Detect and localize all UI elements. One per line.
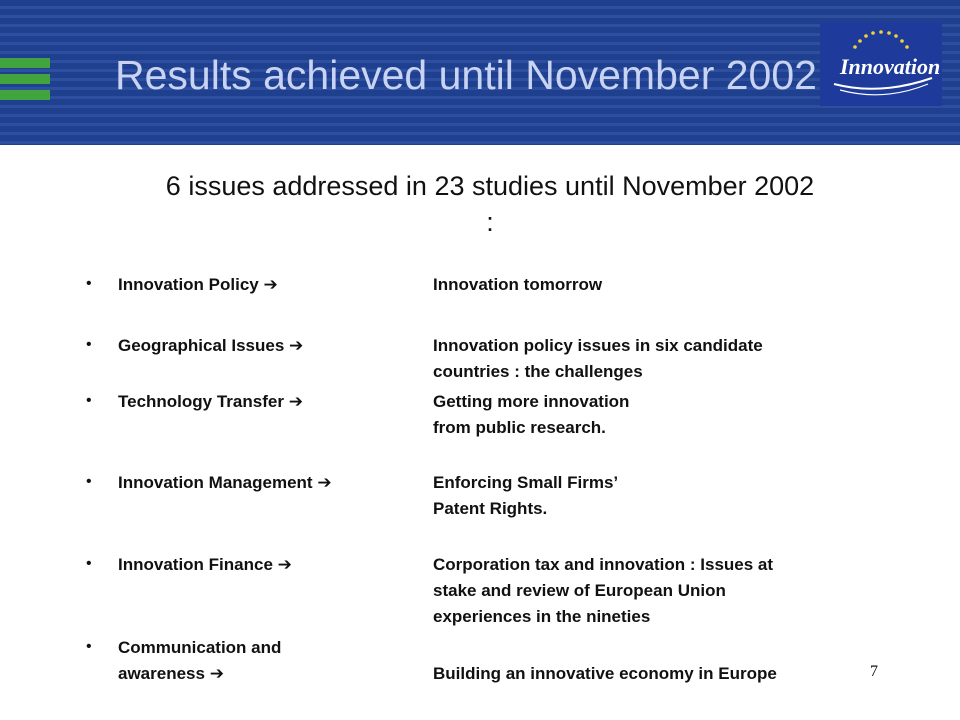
green-bar: [0, 58, 50, 68]
study-title-line: countries : the challenges: [433, 362, 643, 381]
green-bar: [0, 74, 50, 84]
logo-text: Innovation: [840, 54, 941, 79]
topic-label: [118, 470, 418, 496]
study-title: [433, 389, 893, 441]
arrow-right-icon: ➔: [209, 664, 224, 684]
study-title-line: Building an innovative economy in Europe: [433, 664, 777, 683]
list-item: [0, 389, 960, 437]
study-title: [433, 272, 893, 298]
arrow-right-icon: ➔: [263, 275, 278, 295]
innovation-logo-icon: [820, 22, 942, 106]
subtitle-line: :: [486, 207, 494, 237]
slide-title: Results achieved until November 2002: [115, 52, 817, 98]
topic-label: [118, 333, 418, 359]
topic-text: Innovation Policy: [118, 275, 259, 294]
list-item: [0, 272, 960, 295]
topic-text-line2: [118, 661, 418, 687]
study-title: [433, 333, 893, 385]
study-title: [433, 552, 893, 630]
green-accent-bars: [0, 58, 50, 106]
topic-text: Communication and: [118, 638, 282, 657]
study-title-line: Innovation policy issues in six candidate: [433, 336, 763, 355]
list-item: [0, 470, 960, 518]
study-title-line: Innovation tomorrow: [433, 275, 603, 294]
topic-text: awareness: [118, 664, 205, 683]
topic-label: [118, 552, 418, 578]
study-title-line: from public research.: [433, 418, 606, 437]
study-title: [433, 470, 893, 522]
topic-text: Technology Transfer: [118, 392, 284, 411]
arrow-right-icon: ➔: [277, 555, 292, 575]
study-title-line: Patent Rights.: [433, 499, 548, 518]
study-title-line: experiences in the nineties: [433, 607, 651, 626]
topic-label: [118, 635, 418, 687]
topic-text: Innovation Finance: [118, 555, 273, 574]
study-title-line: Corporation tax and innovation : Issues at: [433, 555, 774, 574]
topic-label: [118, 389, 418, 415]
slide-subtitle: [60, 168, 920, 240]
bullet: •: [86, 555, 92, 572]
arrow-right-icon: ➔: [317, 473, 332, 493]
bullet: •: [86, 473, 92, 490]
topic-label: [118, 272, 418, 298]
arrow-right-icon: ➔: [288, 392, 303, 412]
arrow-right-icon: ➔: [289, 336, 304, 356]
list-item: [0, 552, 960, 626]
list-item: [0, 333, 960, 381]
subtitle-line: 6 issues addressed in 23 studies until November 2002: [165, 171, 815, 201]
study-title-line: stake and review of European Union: [433, 581, 726, 600]
topic-text: Geographical Issues: [118, 336, 285, 355]
study-title-line: Getting more innovation: [433, 392, 630, 411]
innovation-logo: [820, 22, 942, 106]
study-title: [433, 661, 893, 687]
list-item: [0, 635, 960, 684]
page-number: 7: [870, 663, 878, 680]
bullet: •: [86, 275, 92, 292]
green-bar: [0, 90, 50, 100]
bullet: •: [86, 638, 92, 655]
study-title-line: Enforcing Small Firms’: [433, 473, 619, 492]
topic-text: Innovation Management: [118, 473, 313, 492]
bullet: •: [86, 336, 92, 353]
slide-header: [0, 0, 960, 145]
bullet: •: [86, 392, 92, 409]
